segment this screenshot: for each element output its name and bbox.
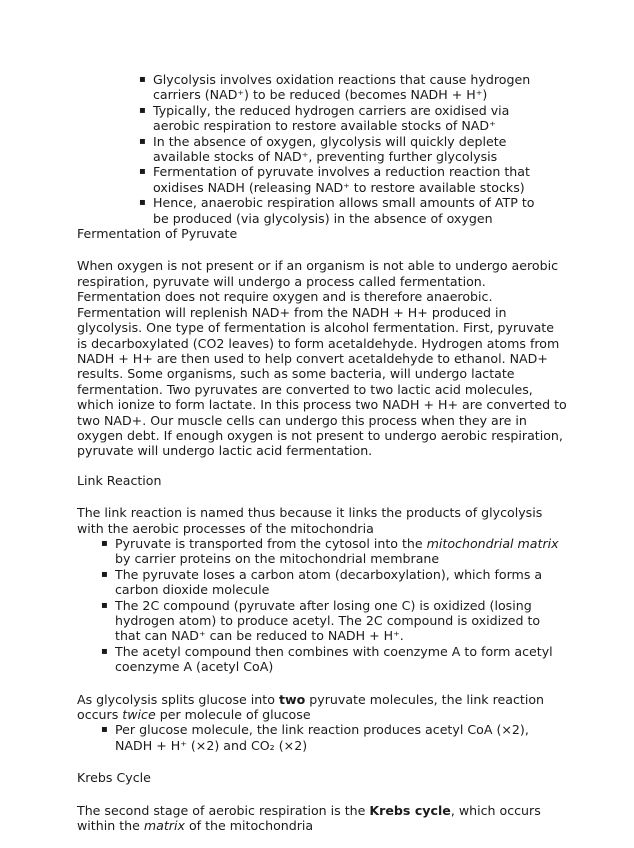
glucose-bullet-list bbox=[115, 722, 565, 753]
list-item: ▪ Glycolysis involves oxidation reactions that cause hydrogen carriers (NAD⁺) to be reduced (becomes NADH + H⁺) bbox=[153, 72, 553, 103]
link-reaction-heading: Link Reaction bbox=[77, 472, 162, 488]
list-item: ▪ The 2C compound (pyruvate after losing one C) is oxidized (losing hydrogen atom) to produce acetyl. The 2C compound is oxidized to that can NAD⁺ can be reduced to NADH + H⁺. bbox=[115, 598, 565, 644]
list-item: ▪ The acetyl compound then combines with coenzyme A to form acetyl coenzyme A (acetyl CoA) bbox=[115, 644, 565, 675]
fermentation-heading: Fermentation of Pyruvate bbox=[77, 226, 238, 242]
list-item: ▪ Pyruvate is transported from the cytosol into the mitochondrial matrix by carrier proteins on the mitochondrial membrane bbox=[115, 536, 565, 567]
krebs-heading: Krebs Cycle bbox=[77, 770, 151, 786]
document-page bbox=[77, 72, 567, 833]
list-item: ▪ Typically, the reduced hydrogen carriers are oxidised via aerobic respiration to restore available stocks of NAD⁺ bbox=[153, 103, 553, 134]
fermentation-paragraph: When oxygen is not present or if an organism is not able to undergo aerobic respiration, pyruvate will undergo a process called fermentation. Fermentation does not require oxygen and is therefore anaerobic. Fermentation will replenish NAD+ from the NADH + H+ produced in glycolysis. One type of fermentation is alcohol fermentation. First, pyruvate is decarboxylated (CO2 leaves) to form acetaldehyde. Hydrogen atoms from NADH + H+ are then used to help convert acetaldehyde to ethanol. NAD+ results. Some organisms, such as some bacteria, will undergo lactate fermentation. Two pyruvates are converted to two lactic acid molecules, which ionize to form lactate. In this process two NADH + H+ are converted to two NAD+. Our muscle cells can undergo this process when they are in oxygen debt. If enough oxygen is not present to undergo aerobic respiration, pyruvate will undergo lactic acid fermentation. bbox=[77, 258, 567, 459]
link-reaction-intro: The link reaction is named thus because it links the products of glycolysis with the aerobic processes of the mitochondria bbox=[77, 505, 543, 536]
list-item: ▪ Hence, anaerobic respiration allows small amounts of ATP to be produced (via glycolysis) in the absence of oxygen bbox=[153, 195, 553, 226]
krebs-paragraph: The second stage of aerobic respiration is the Krebs cycle, which occurs within the matrix of the mitochondria bbox=[77, 802, 541, 834]
anaerobic-bullet-list bbox=[153, 72, 553, 226]
list-item: ▪ The pyruvate loses a carbon atom (decarboxylation), which forms a carbon dioxide molecule bbox=[115, 567, 565, 598]
list-item: ▪ Per glucose molecule, the link reaction produces acetyl CoA (×2), NADH + H⁺ (×2) and CO₂ (×2) bbox=[115, 722, 565, 753]
list-item: ▪ In the absence of oxygen, glycolysis will quickly deplete available stocks of NAD⁺, preventing further glycolysis bbox=[153, 134, 553, 165]
glucose-paragraph: As glycolysis splits glucose into two pyruvate molecules, the link reaction occurs twice per molecule of glucose bbox=[77, 691, 545, 723]
link-reaction-bullet-list bbox=[115, 536, 565, 675]
list-item: ▪ Fermentation of pyruvate involves a reduction reaction that oxidises NADH (releasing NAD⁺ to restore available stocks) bbox=[153, 164, 553, 195]
